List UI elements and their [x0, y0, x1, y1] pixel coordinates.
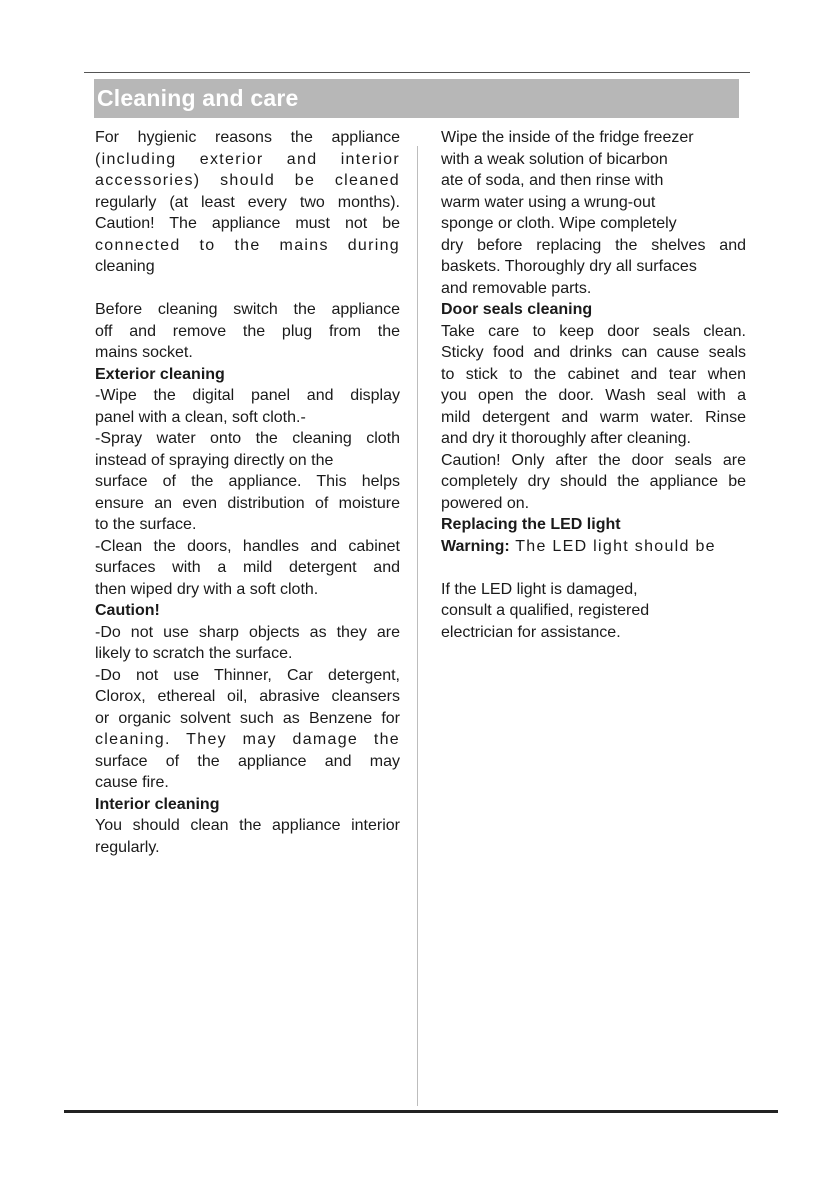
text-line: panel with a clean, soft cloth.-: [95, 408, 306, 426]
page-title: Cleaning and care: [97, 85, 299, 111]
text-line: you open the door. Wash seal with a: [441, 387, 746, 404]
text-line: -Do not use Thinner, Car detergent,: [95, 666, 400, 684]
top-rule: [84, 72, 750, 73]
text-line: warm water using a wrung-out: [441, 193, 656, 211]
text-line: with a weak solution of bicarbon: [441, 150, 668, 168]
text-line: then wiped dry with a soft cloth.: [95, 580, 319, 598]
text-line: to stick to the cabinet and tear when: [441, 365, 746, 383]
bottom-rule: [64, 1110, 778, 1113]
spacer: [95, 278, 400, 300]
text-line: -Do not use sharp objects as they are: [95, 623, 400, 641]
column-divider: [417, 146, 418, 1106]
text-line: -Wipe the digital panel and display: [95, 387, 400, 404]
text-line: sponge or cloth. Wipe completely: [441, 215, 677, 232]
text-line: and removable parts.: [441, 279, 592, 297]
warning-label: Warning:: [441, 537, 510, 555]
text-line: accessories) should be cleaned: [95, 172, 400, 189]
text-line: powered on.: [441, 494, 530, 512]
text-line: (including exterior and interior: [95, 150, 400, 168]
text-line: -Spray water onto the cleaning cloth: [95, 430, 400, 447]
warning-text: The LED light should be: [509, 537, 716, 555]
text-line: ensure an even distribution of moisture: [95, 494, 400, 512]
exterior-cleaning-heading: Exterior cleaning: [95, 365, 225, 383]
text-line: and dry it thoroughly after cleaning.: [441, 430, 691, 447]
text-line: Before cleaning switch the appliance: [95, 301, 400, 318]
text-line: likely to scratch the surface.: [95, 645, 293, 662]
text-line: surface of the appliance. This helps: [95, 473, 400, 490]
text-line: Take care to keep door seals clean.: [441, 322, 746, 340]
text-line: or organic solvent such as Benzene for: [95, 709, 400, 727]
text-line: surfaces with a mild detergent and: [95, 559, 400, 576]
text-line: ate of soda, and then rinse with: [441, 172, 664, 189]
right-column: [441, 127, 746, 643]
warning-line: [441, 536, 746, 558]
text-line: cleaning: [95, 258, 155, 275]
interior-cleaning-heading: Interior cleaning: [95, 795, 220, 813]
text-line: connected to the mains during: [95, 236, 400, 254]
text-line: consult a qualified, registered: [441, 602, 650, 619]
text-line: Caution! Only after the door seals are: [441, 451, 746, 469]
text-line: electrician for assistance.: [441, 623, 621, 641]
text-line: regularly (at least every two months).: [95, 193, 400, 211]
spacer: [441, 557, 746, 579]
text-line: regularly.: [95, 838, 160, 856]
text-line: dry before replacing the shelves and: [441, 236, 746, 254]
door-seals-heading: Door seals cleaning: [441, 301, 593, 318]
text-line: to the surface.: [95, 516, 197, 533]
text-line: Sticky food and drinks can cause seals: [441, 344, 746, 361]
text-line: Clorox, ethereal oil, abrasive cleansers: [95, 688, 400, 705]
text-line: baskets. Thoroughly dry all surfaces: [441, 258, 697, 275]
text-line: You should clean the appliance interior: [95, 817, 400, 834]
led-light-heading: Replacing the LED light: [441, 516, 621, 533]
left-column: [95, 127, 400, 858]
text-line: mains socket.: [95, 344, 193, 361]
text-line: cleaning. They may damage the: [95, 731, 400, 748]
text-line: cause fire.: [95, 774, 169, 791]
text-line: completely dry should the appliance be: [441, 473, 746, 490]
text-line: surface of the appliance and may: [95, 752, 400, 770]
text-line: For hygienic reasons the appliance: [95, 129, 400, 146]
text-line: Wipe the inside of the fridge freezer: [441, 129, 694, 146]
text-line: -Clean the doors, handles and cabinet: [95, 537, 400, 555]
text-line: instead of spraying directly on the: [95, 451, 334, 469]
text-line: off and remove the plug from the: [95, 322, 400, 340]
text-line: Caution! The appliance must not be: [95, 215, 400, 232]
text-line: If the LED light is damaged,: [441, 580, 638, 598]
text-line: mild detergent and warm water. Rinse: [441, 408, 746, 426]
caution-heading: Caution!: [95, 602, 160, 619]
section-banner: [94, 79, 739, 118]
